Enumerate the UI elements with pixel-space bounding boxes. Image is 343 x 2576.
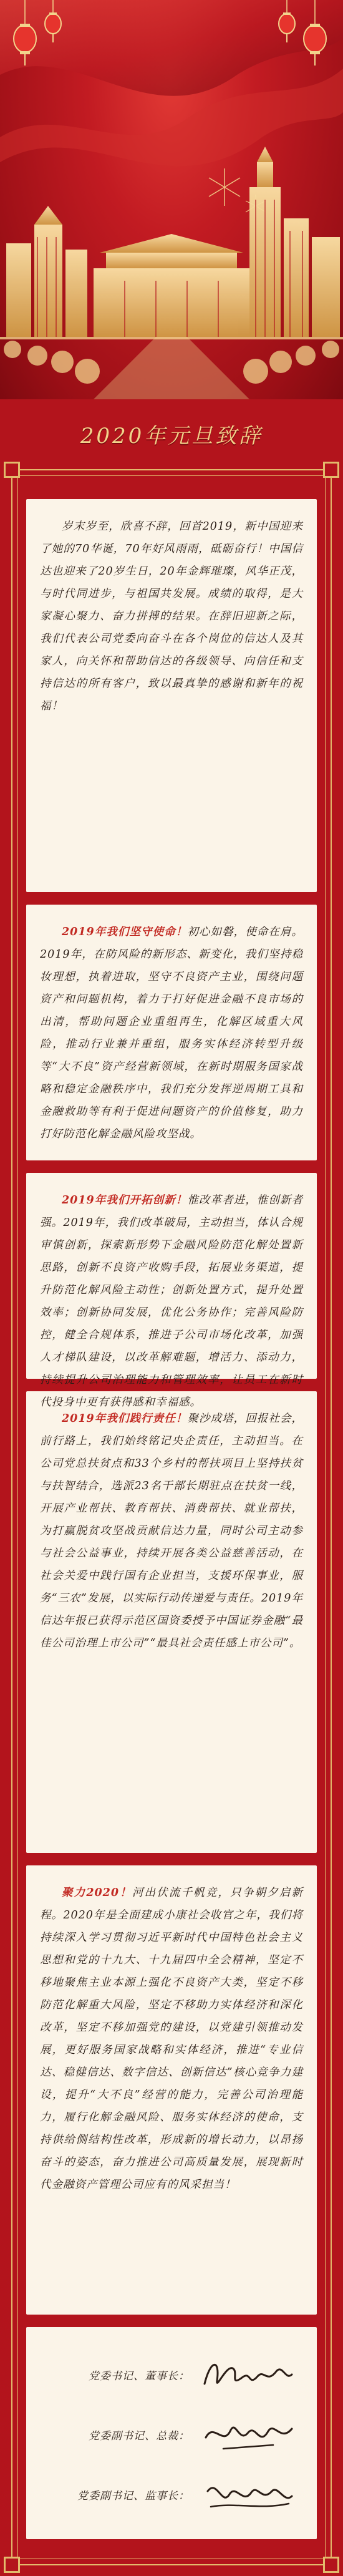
title-banner (0, 412, 343, 455)
paragraph-card (26, 1865, 317, 2315)
corner-ornament (323, 462, 339, 478)
signatory-title: 党委书记、董事长： (89, 2369, 190, 2383)
paragraph-card (26, 905, 317, 1160)
signature-image (198, 2353, 298, 2396)
paragraph-card (26, 1173, 317, 1409)
paragraph-lead: 聚力2020！ (62, 1887, 132, 1899)
page-title: 2020年元旦致辞 (80, 423, 263, 449)
firework-icon (209, 168, 240, 206)
paragraph (40, 921, 303, 1145)
corner-ornament (4, 462, 20, 478)
corner-ornament (323, 2557, 339, 2573)
road (94, 337, 249, 399)
corner-ornament (4, 2557, 20, 2573)
signatory-title: 党委副书记、监事长： (77, 2489, 190, 2502)
paragraph-text: 初心如磐，使命在肩。2019年，在防风险的新形态、新变化，我们坚持稳妆理想，执着进取，坚守不良资产主业，围绕问题资产和问题机构，着力于打好促进金融不良市场的出清，帮助问题企业重组再生，化解区域重大风险，推动行业兼并重组，服务实体经济转型升级等“大不良”资产经营新领域，在新时期服务国家战略和稳定金融秩序中，我们充分发挥逆周期工具和金融救助等有利于促进问题资产的价值修复，助力打好防范化解金融风险攻坚战。 (40, 926, 303, 1140)
paragraph-lead: 2019年我们开拓创新！ (62, 1194, 188, 1207)
paragraph-card (26, 1391, 317, 1853)
paragraph-card (26, 499, 317, 892)
paragraph-text: 惟改革者进，惟创新者强。2019年，我们改革破局，主动担当，体认合规审慎创新，探索新形势下金融风险防范化解处置新思路，创新不良资产收购手段，拓展业务渠道，提升防范化解风险主动性；创新处置方式，提升处置效率；创新协同发展，优化公务协作；完善风险防控，健全合规体系，推进子公司市场化改革，加强人才梯队建设，以改革解难题，增活力、添动力，持续提升公司治理能力和管理效率，让员工在新时代投身中更有获得感和幸福感。 (40, 1194, 303, 1409)
signature-image (198, 2472, 298, 2516)
paragraph-text: 岁末岁至，欣喜不辞，回首2019，新中国迎来了她的70华诞，70年好风雨雨，砥砺奋行！中国信达也迎来了20岁生日，20年金辉璀璨，风华正茂，与时代同进步，与祖国共发展。成绩的取得，是大家凝心聚力、奋力拼搏的结果。在辞旧迎新之际，我们代表公司党委向奋斗在各个岗位的信达人及其家人，向关怀和帮助信达的各级领导、向信任和支持信达的所有客户，致以最真挚的感谢和新年的祝福！ (40, 520, 303, 712)
hero-banner (0, 0, 343, 399)
paragraph (40, 1189, 303, 1414)
paragraph-lead: 2019年我们践行责任！ (62, 1412, 188, 1425)
paragraph (40, 1882, 303, 2196)
paragraph-text: 河出伏流千帆竞，只争朝夕启新程。2020年是全面建成小康社会收官之年，我们将持续深入学习贯彻习近平新时代中国特色社会主义思想和党的十九大、十九届四中全会精神，坚定不移地聚焦主业本源上强化不良资产大类，坚定不移防范化解重大风险，坚定不移助力实体经济和深化改革，坚定不移加强党的建设，以党建引领推动发展，更好服务国家战略和实体经济，推进“专业信达、稳健信达、数字信达、创新信达”核心竞争力建设，提升“大不良”经营的能力，完善公司治理能力，履行化解金融风险、服务实体经济的使命，支持供给侧结构性改革，形成新的增长动力，以昂扬奋斗的姿态，奋力推进公司高质量发展，展现新时代金融资产管理公司应有的风采担当！ (40, 1887, 304, 2191)
signature-row (45, 2464, 298, 2524)
paragraph-lead: 2019年我们坚守使命！ (62, 926, 188, 938)
signature-row (45, 2404, 298, 2464)
signatory-title: 党委副书记、总裁： (89, 2429, 190, 2442)
signature-card (26, 2327, 317, 2539)
signature-image (198, 2413, 298, 2456)
hero-illustration (0, 0, 343, 399)
signature-row (45, 2345, 298, 2404)
paragraph-text: 聚沙成塔，回报社会，前行路上，我们始终铭记央企责任，主动担当。在公司党总扶贫点和33个乡村的帮扶项目上坚持扶贫与扶智结合，选派23名干部长期驻点在扶贫一线，开展产业帮扶、教育帮扶、消费帮扶、就业帮扶，为打赢脱贫攻坚战贡献信达力量，同时公司主动参与社会公益事业，持续开展各类公益慈善活动，在社会关爱中践行国有企业担当，支援环保事业，服务“三农”发展，以实际行动传递爱与责任。2019年信达年报已获得示范区国资委授予中国证券金融“最佳公司治理上市公司”“最具社会责任感上市公司”。 (40, 1412, 303, 1650)
paragraph (40, 515, 303, 717)
paragraph (40, 1407, 303, 1655)
